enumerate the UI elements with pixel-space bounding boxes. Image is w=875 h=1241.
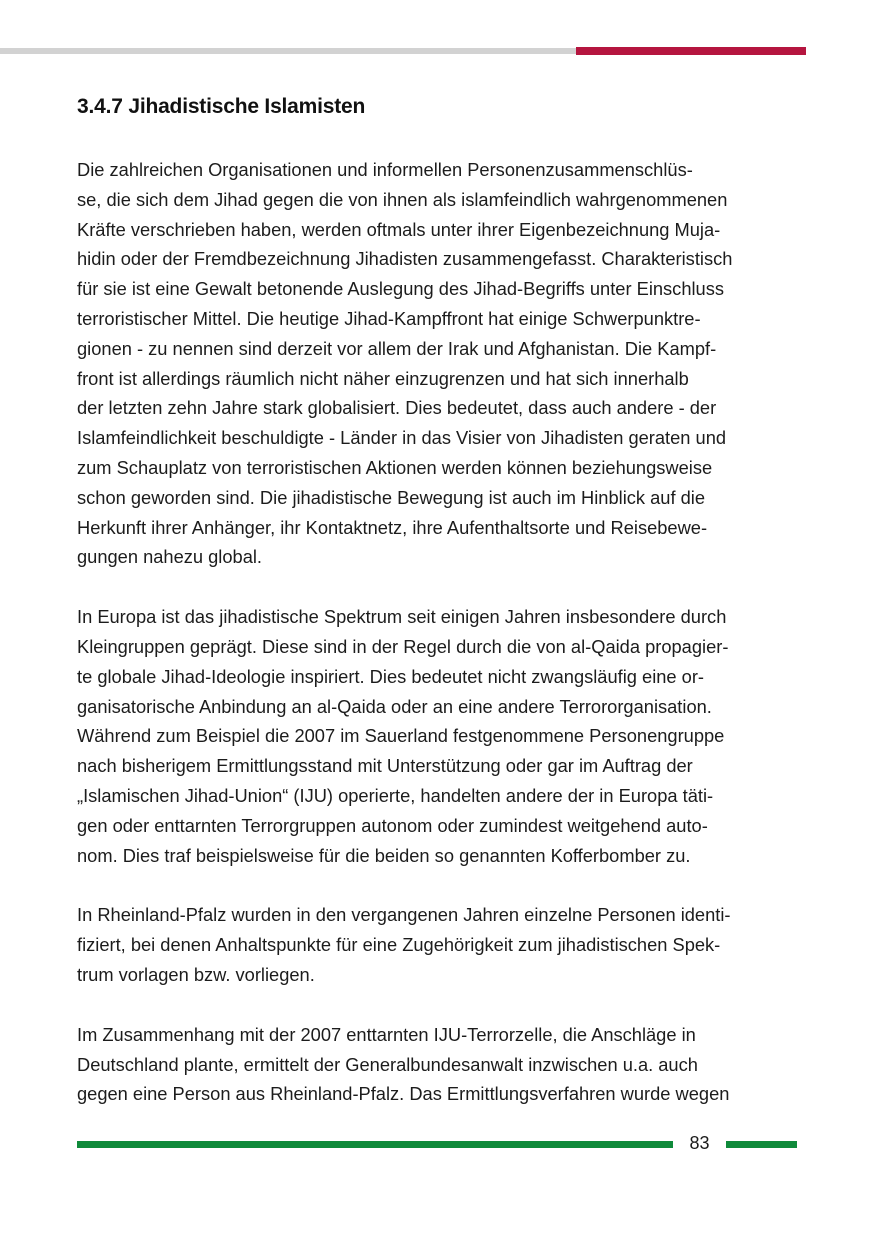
paragraph bbox=[77, 602, 799, 870]
text-line: Kräfte verschrieben haben, werden oftmals unter ihrer Eigenbezeichnung Muja- bbox=[77, 218, 721, 240]
footer-rule-left bbox=[77, 1141, 673, 1148]
paragraph bbox=[77, 155, 799, 572]
text-line: trum vorlagen bzw. vorliegen. bbox=[77, 963, 315, 985]
text-line: für sie ist eine Gewalt betonende Auslegung des Jihad-Begriffs unter Einschluss bbox=[77, 278, 725, 300]
text-line: front ist allerdings räumlich nicht näher einzugrenzen und hat sich innerhalb bbox=[77, 367, 689, 389]
text-line: Herkunft ihrer Anhänger, ihr Kontaktnetz, ihre Aufenthaltsorte und Reisebewe- bbox=[77, 516, 708, 538]
text-line: gionen - zu nennen sind derzeit vor allem der Irak und Afghanistan. Die Kampf- bbox=[77, 337, 717, 359]
text-line: nach bisherigem Ermittlungsstand mit Unterstützung oder gar im Auftrag der bbox=[77, 755, 693, 777]
text-line: schon geworden sind. Die jihadistische Bewegung ist auch im Hinblick auf die bbox=[77, 486, 705, 508]
text-line: Die zahlreichen Organisationen und informellen Personenzusammenschlüs- bbox=[77, 159, 693, 180]
text-line: ganisatorische Anbindung an al-Qaida oder an eine andere Terrororganisation. bbox=[77, 695, 712, 717]
body-text bbox=[77, 155, 799, 1139]
text-line: zum Schauplatz von terroristischen Aktionen werden können beziehungsweise bbox=[77, 456, 713, 478]
text-line: Im Zusammenhang mit der 2007 enttarnten IJU-Terrorzelle, die Anschläge in bbox=[77, 1023, 696, 1045]
text-line: Deutschland plante, ermittelt der Generalbundesanwalt inzwischen u.a. auch bbox=[77, 1053, 698, 1075]
paragraph bbox=[77, 1020, 799, 1109]
text-line: fiziert, bei denen Anhaltspunkte für eine Zugehörigkeit zum jihadistischen Spek- bbox=[77, 934, 721, 956]
text-line: In Rheinland-Pfalz wurden in den vergangenen Jahren einzelne Personen identi- bbox=[77, 904, 731, 926]
page-number: 83 bbox=[689, 1133, 710, 1153]
text-line: Islamfeindlichkeit beschuldigte - Länder in das Visier von Jihadisten geraten und bbox=[77, 427, 727, 449]
text-line: gen oder enttarnten Terrorgruppen autonom oder zumindest weitgehend auto- bbox=[77, 814, 708, 836]
text-line: Während zum Beispiel die 2007 im Sauerland festgenommene Personengruppe bbox=[77, 725, 725, 747]
header-rule-grey bbox=[0, 48, 576, 54]
section-heading: 3.4.7 Jihadistische Islamisten bbox=[77, 95, 366, 118]
text-line: In Europa ist das jihadistische Spektrum seit einigen Jahren insbesondere durch bbox=[77, 606, 727, 628]
text-line: Kleingruppen geprägt. Diese sind in der Regel durch die von al-Qaida propagier- bbox=[77, 635, 729, 657]
text-line: gegen eine Person aus Rheinland-Pfalz. Das Ermittlungsverfahren wurde wegen bbox=[77, 1083, 730, 1105]
paragraph bbox=[77, 900, 799, 989]
footer-rule-right bbox=[726, 1141, 797, 1148]
text-line: der letzten zehn Jahre stark globalisiert. Dies bedeutet, dass auch andere - der bbox=[77, 397, 717, 419]
text-line: hidin oder der Fremdbezeichnung Jihadisten zusammengefasst. Charakteristisch bbox=[77, 248, 733, 270]
text-line: gungen nahezu global. bbox=[77, 546, 263, 568]
text-line: terroristischer Mittel. Die heutige Jihad-Kampffront hat einige Schwerpunktre- bbox=[77, 307, 701, 329]
text-line: „Islamischen Jihad-Union“ (IJU) operierte, handelten andere der in Europa täti- bbox=[77, 784, 714, 806]
text-line: nom. Dies traf beispielsweise für die beiden so genannten Kofferbomber zu. bbox=[77, 844, 691, 866]
header-rule-accent bbox=[576, 47, 806, 55]
text-line: te globale Jihad-Ideologie inspiriert. Dies bedeutet nicht zwangsläufig eine or- bbox=[77, 665, 705, 687]
text-line: se, die sich dem Jihad gegen die von ihnen als islamfeindlich wahrgenommenen bbox=[77, 188, 728, 210]
